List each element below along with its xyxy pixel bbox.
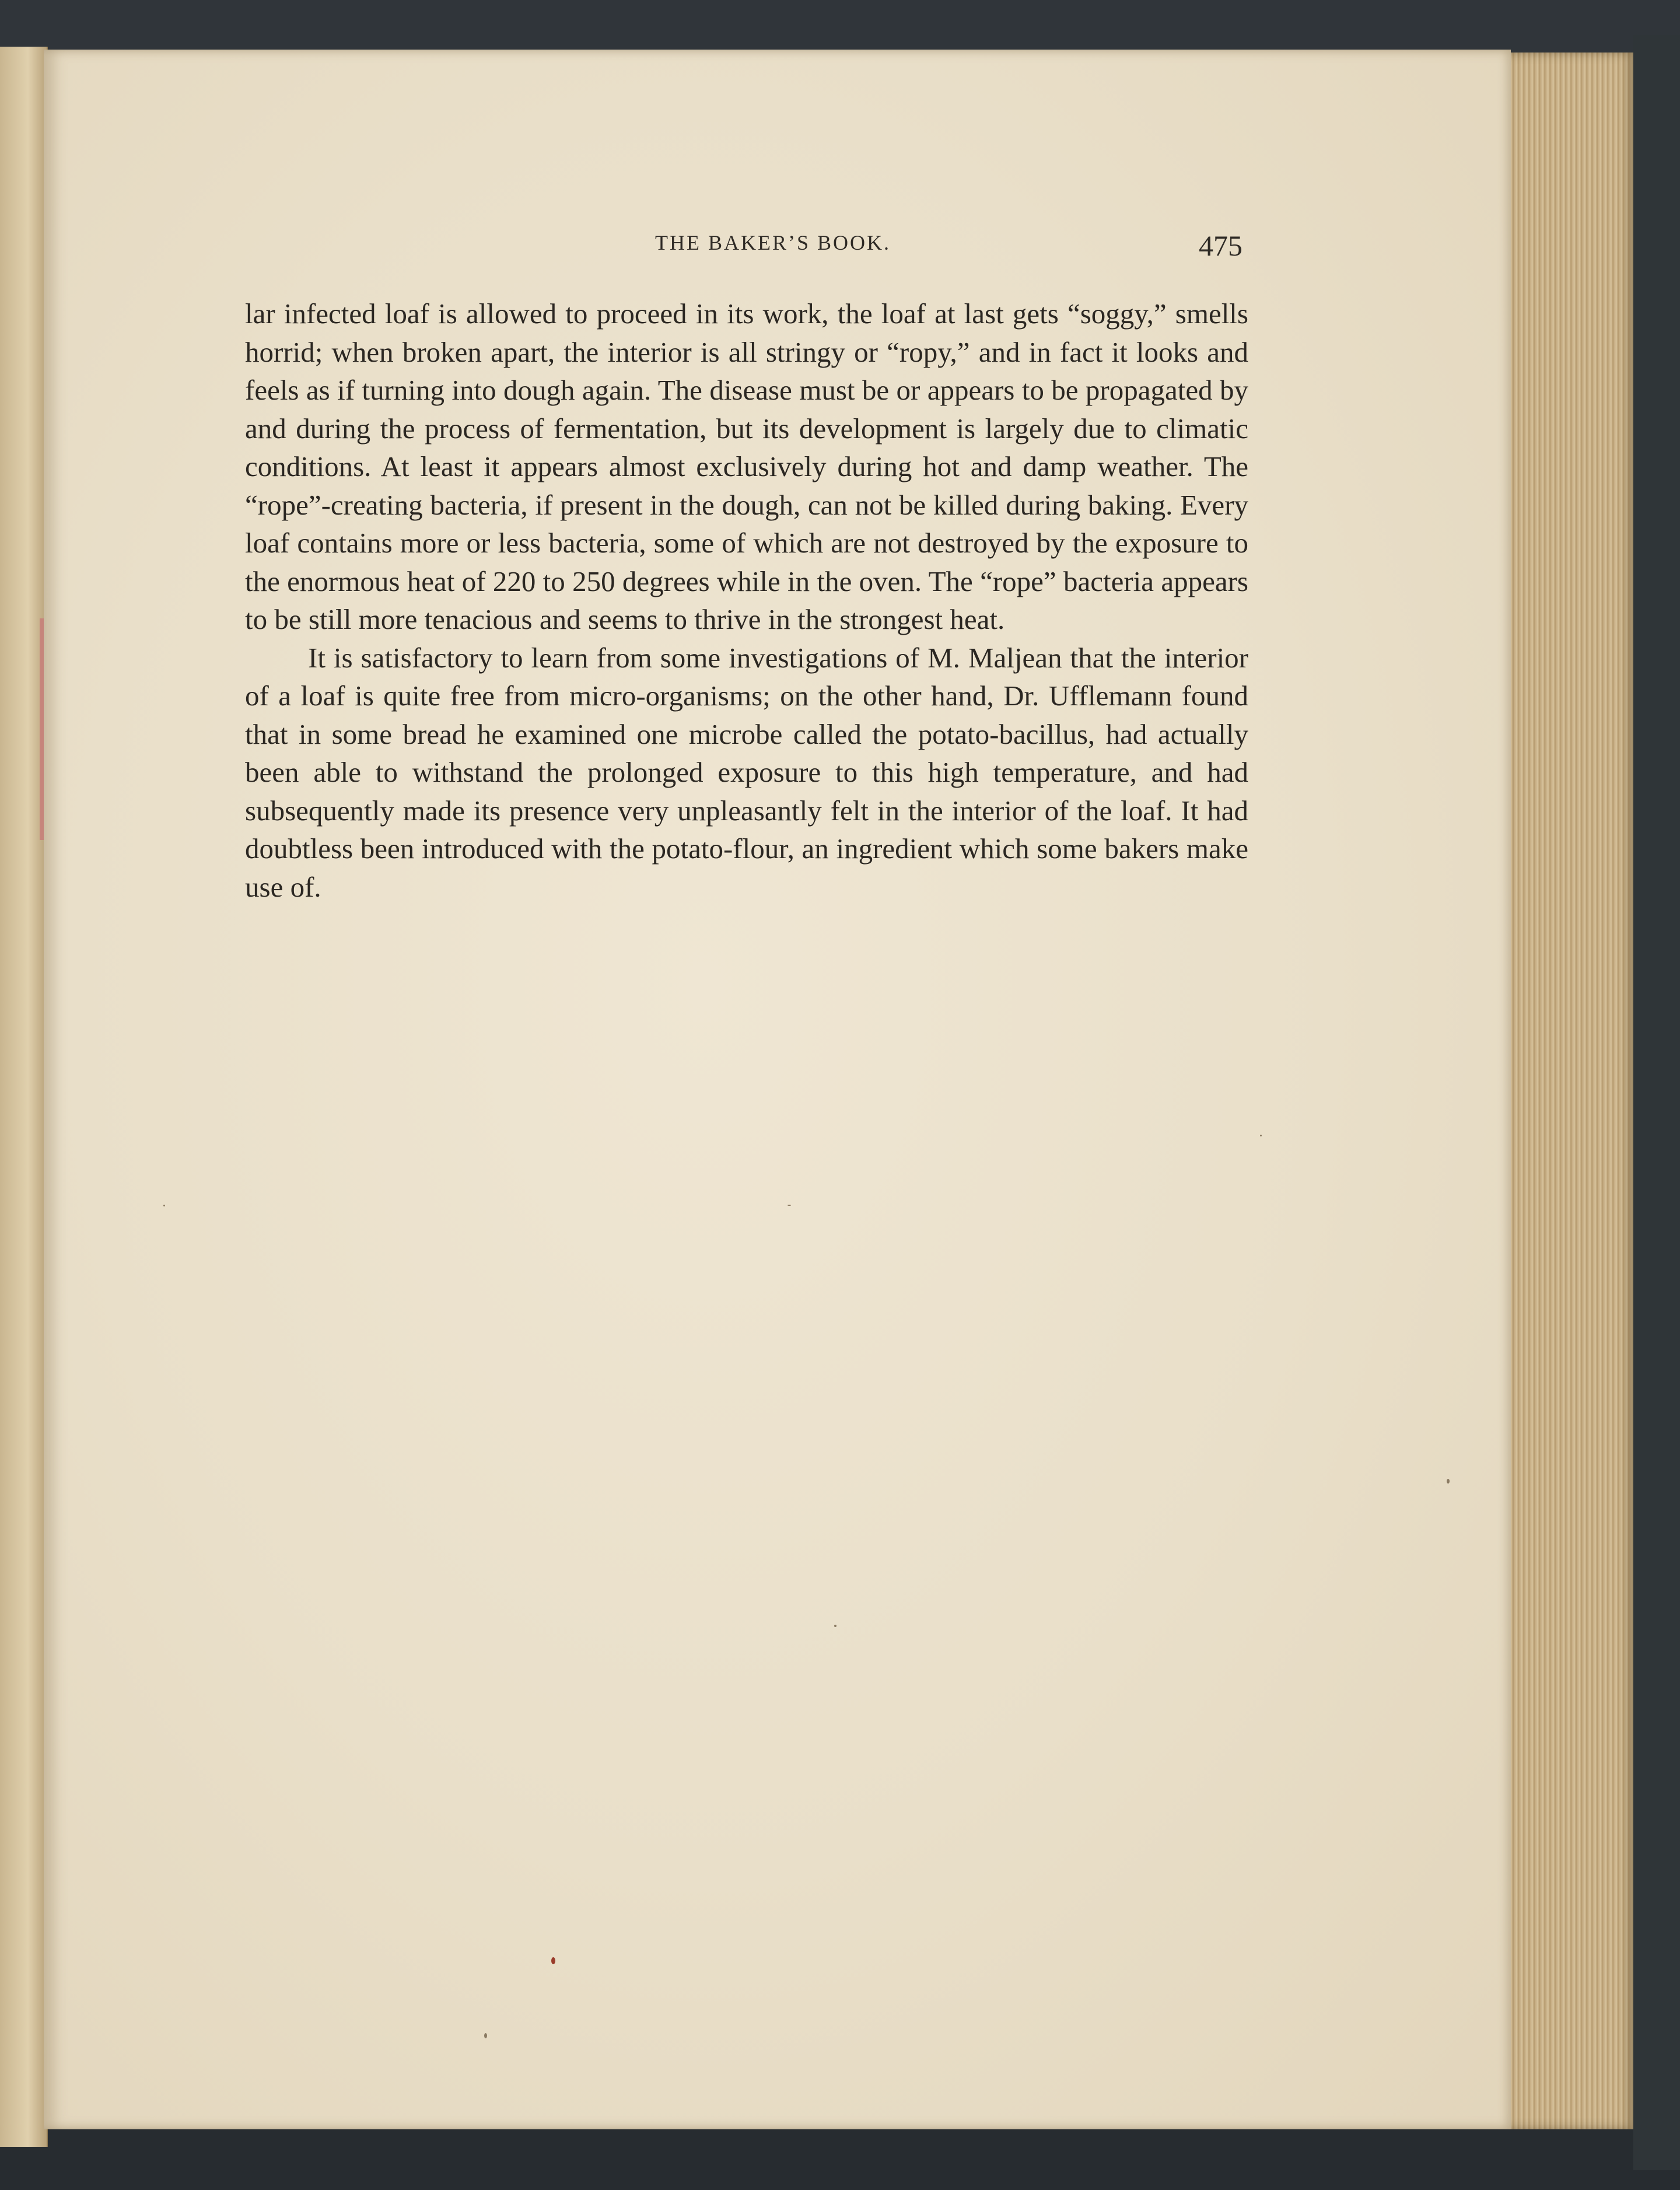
page-edges-stack <box>1508 53 1635 2129</box>
previous-page-edge <box>0 47 48 2147</box>
page-number: 475 <box>1199 229 1242 262</box>
running-head: THE BAKER’S BOOK. <box>654 231 891 254</box>
book-cover-edge <box>1633 35 1680 2170</box>
paragraph: lar infected loaf is allowed to proceed in its work, the loaf at last gets “soggy,” smells horrid; when broken apart, the interior is all stringy or “ropy,” and in fact it looks and feels as if turning into dough again. The disease must be or appears to be propagated by and during the process of fermentation, but its development is largely due to climatic conditions. At least it appears almost exclusively during hot and damp weather. The “rope”-creating bacteria, if present in the dough, can not be killed during baking. Every loaf contains more or less bacteria, some of which are not destroyed by the exposure to the enormous heat of 220 to 250 degrees while in the oven. The “rope” bacteria appears to be still more tenacious and seems to thrive in the strongest heat. <box>245 298 1248 635</box>
body-text <box>245 295 1248 906</box>
paragraph: It is satisfactory to learn from some investigations of M. Maljean that the interior of a loaf is quite free from micro-organisms; on the other hand, Dr. Ufflemann found that in some bread he examined one microbe called the potato-bacillus, had actually been able to withstand the prolonged exposure to this high temperature, and had subsequently made its presence very unpleasantly felt in the interior of the loaf. It had doubtless been introduced with the potato-flour, an ingredient which some bakers make use of. <box>245 641 1248 903</box>
